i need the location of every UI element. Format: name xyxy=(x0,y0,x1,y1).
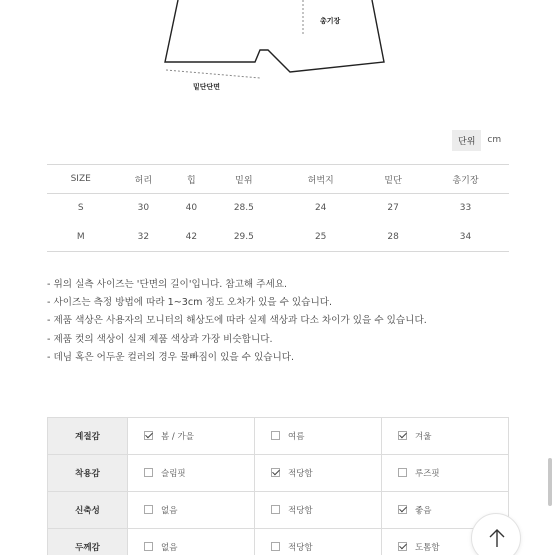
total-length-label: 총기장 xyxy=(320,17,341,25)
option-cell xyxy=(255,418,382,455)
checkbox-checked-icon[interactable] xyxy=(271,468,280,477)
table-cell: 24 xyxy=(314,203,327,214)
option-cell xyxy=(128,418,255,455)
table-cell: 29.5 xyxy=(233,231,254,242)
list-item: - 제품 색상은 사용자의 모니터의 해상도에 따라 실제 색상과 다소 차이가 있을 수 있습니다. xyxy=(47,315,427,327)
option-label: 없음 xyxy=(161,543,178,553)
table-row xyxy=(48,492,509,529)
col-size: SIZE xyxy=(70,174,91,184)
table-cell: 40 xyxy=(185,203,198,214)
checkbox-checked-icon[interactable] xyxy=(398,431,407,440)
arrow-up-icon xyxy=(488,528,506,548)
list-item: - 데님 혹은 어두운 컬러의 경우 물빠짐이 있을 수 있습니다. xyxy=(47,351,295,363)
col-rise: 밑위 xyxy=(235,175,253,186)
option-label: 없음 xyxy=(161,506,178,516)
checkbox-empty-icon[interactable] xyxy=(271,505,280,514)
option-cell xyxy=(128,529,255,555)
unit-label[interactable]: 단위 xyxy=(452,130,481,151)
fit-feel-table xyxy=(47,417,509,555)
option-label: 좋음 xyxy=(415,506,432,516)
option-cell xyxy=(382,418,509,455)
garment-diagram xyxy=(0,0,555,100)
table-row xyxy=(48,529,509,555)
col-hip: 힙 xyxy=(187,175,196,186)
list-item: - 위의 실측 사이즈는 '단면의 길이'입니다. 참고해 주세요. xyxy=(47,279,288,290)
size-notes xyxy=(47,276,517,367)
option-label: 적당함 xyxy=(288,506,313,516)
option-cell xyxy=(128,492,255,529)
checkbox-empty-icon[interactable] xyxy=(144,468,153,477)
option-cell xyxy=(255,492,382,529)
unit-toggle xyxy=(452,130,507,150)
list-item: - 제품 컷의 색상이 실제 제품 색상과 가장 비슷합니다. xyxy=(47,333,273,345)
table-cell: 33 xyxy=(459,203,472,214)
option-label: 슬림핏 xyxy=(161,469,186,479)
checkbox-empty-icon[interactable] xyxy=(271,431,280,440)
list-item: - 사이즈는 측정 방법에 따라 1~3cm 정도 오차가 있을 수 있습니다. xyxy=(47,297,333,309)
scroll-to-top-button[interactable] xyxy=(471,513,521,555)
table-cell: 30 xyxy=(137,203,150,214)
option-label: 겨울 xyxy=(415,432,432,442)
checkbox-empty-icon[interactable] xyxy=(144,505,153,514)
table-cell: 42 xyxy=(185,231,198,242)
col-hem: 밑단 xyxy=(384,175,402,186)
table-cell: M xyxy=(76,231,85,242)
option-label: 도톰함 xyxy=(415,543,440,553)
table-cell: 27 xyxy=(387,203,399,214)
option-label: 봄 / 가을 xyxy=(161,432,194,442)
unit-cm[interactable]: cm xyxy=(487,135,502,145)
table-cell: S xyxy=(77,203,84,214)
option-label: 적당함 xyxy=(288,543,313,553)
option-label: 적당함 xyxy=(288,469,313,479)
shorts-outline xyxy=(0,0,555,100)
row-header: 두께감 xyxy=(48,529,128,555)
col-thigh: 허벅지 xyxy=(307,175,334,186)
scrollbar-thumb[interactable] xyxy=(548,458,552,506)
table-cell: 28 xyxy=(387,231,399,242)
checkbox-empty-icon[interactable] xyxy=(398,468,407,477)
checkbox-checked-icon[interactable] xyxy=(398,542,407,551)
option-cell xyxy=(255,529,382,555)
row-header: 착용감 xyxy=(48,455,128,492)
table-cell: 32 xyxy=(137,231,150,242)
checkbox-empty-icon[interactable] xyxy=(144,542,153,551)
option-cell xyxy=(382,455,509,492)
col-waist: 허리 xyxy=(134,175,153,186)
option-label: 루즈핏 xyxy=(415,469,440,479)
table-cell: 34 xyxy=(459,231,472,242)
table-row xyxy=(48,455,509,492)
table-row xyxy=(48,418,509,455)
checkbox-checked-icon[interactable] xyxy=(398,505,407,514)
row-header: 계절감 xyxy=(48,418,128,455)
size-table xyxy=(47,164,509,252)
table-row xyxy=(47,223,509,252)
table-row xyxy=(47,194,509,223)
row-header: 신축성 xyxy=(48,492,128,529)
option-label: 여름 xyxy=(288,432,305,442)
checkbox-checked-icon[interactable] xyxy=(144,431,153,440)
size-table-header xyxy=(47,165,509,194)
table-cell: 25 xyxy=(314,231,327,242)
option-cell xyxy=(255,455,382,492)
option-cell xyxy=(128,455,255,492)
hem-width-label: 밑단단면 xyxy=(193,83,221,91)
col-total-length: 총기장 xyxy=(452,175,479,186)
checkbox-empty-icon[interactable] xyxy=(271,542,280,551)
table-cell: 28.5 xyxy=(233,203,254,214)
